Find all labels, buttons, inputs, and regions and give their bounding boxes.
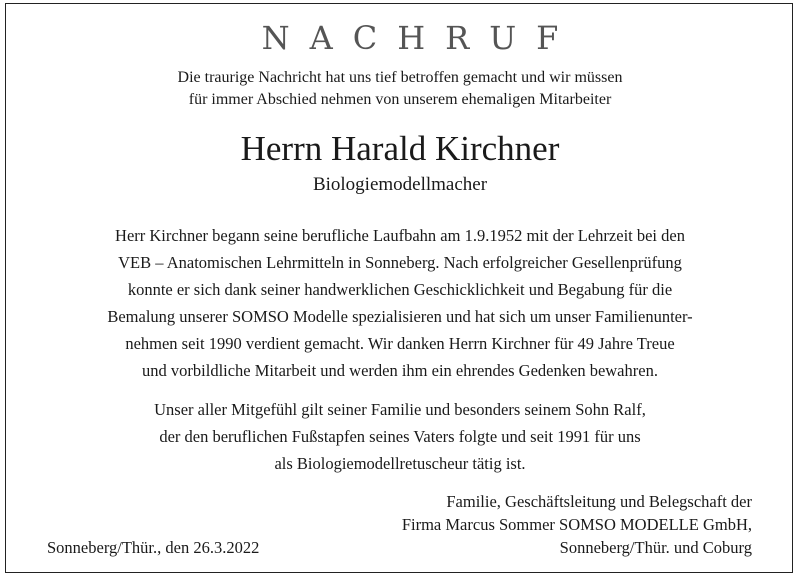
deceased-profession: Biologiemodellmacher bbox=[312, 174, 488, 195]
place-and-date: Sonneberg/Thür., den 26.3.2022 bbox=[47, 538, 260, 557]
condolence-line: als Biologiemodellretuscheur tätig ist. bbox=[274, 454, 526, 473]
biography-line: nehmen seit 1990 verdient gemacht. Wir danken Herrn Kirchner für 49 Jahre Treue bbox=[125, 334, 675, 353]
signature-line: Firma Marcus Sommer SOMSO MODELLE GmbH, bbox=[401, 515, 752, 534]
condolence-line: der den beruflichen Fußstapfen seines Vaters folgte und seit 1991 für uns bbox=[159, 427, 641, 446]
signature-line: Sonneberg/Thür. und Coburg bbox=[559, 538, 752, 557]
condolence-text bbox=[0, 396, 800, 477]
intro-line: für immer Abschied nehmen von unserem ehemaligen Mitarbeiter bbox=[188, 91, 612, 108]
biography-line: Herr Kirchner begann seine berufliche Laufbahn am 1.9.1952 mit der Lehrzeit bei den bbox=[115, 226, 685, 245]
intro-text bbox=[0, 67, 800, 111]
biography-line: Bemalung unserer SOMSO Modelle spezialisieren und hat sich um unser Familienunter- bbox=[107, 307, 693, 326]
signature-block bbox=[402, 490, 752, 559]
condolence-line: Unser aller Mitgefühl gilt seiner Familie und besonders seinem Sohn Ralf, bbox=[154, 400, 646, 419]
biography-text bbox=[0, 222, 800, 384]
biography-line: und vorbildliche Mitarbeit und werden ihm ein ehrendes Gedenken bewahren. bbox=[142, 361, 658, 380]
signature-line: Familie, Geschäftsleitung und Belegschaft der bbox=[446, 492, 752, 511]
biography-line: VEB – Anatomischen Lehrmitteln in Sonneberg. Nach erfolgreicher Gesellenprüfung bbox=[118, 253, 682, 272]
biography-line: konnte er sich dank seiner handwerklichen Geschicklichkeit und Begabung für die bbox=[127, 280, 673, 299]
deceased-name: Herrn Harald Kirchner bbox=[240, 129, 560, 168]
intro-line: Die traurige Nachricht hat uns tief betroffen gemacht und wir müssen bbox=[177, 69, 623, 86]
notice-heading: NACHRUF bbox=[261, 19, 579, 57]
